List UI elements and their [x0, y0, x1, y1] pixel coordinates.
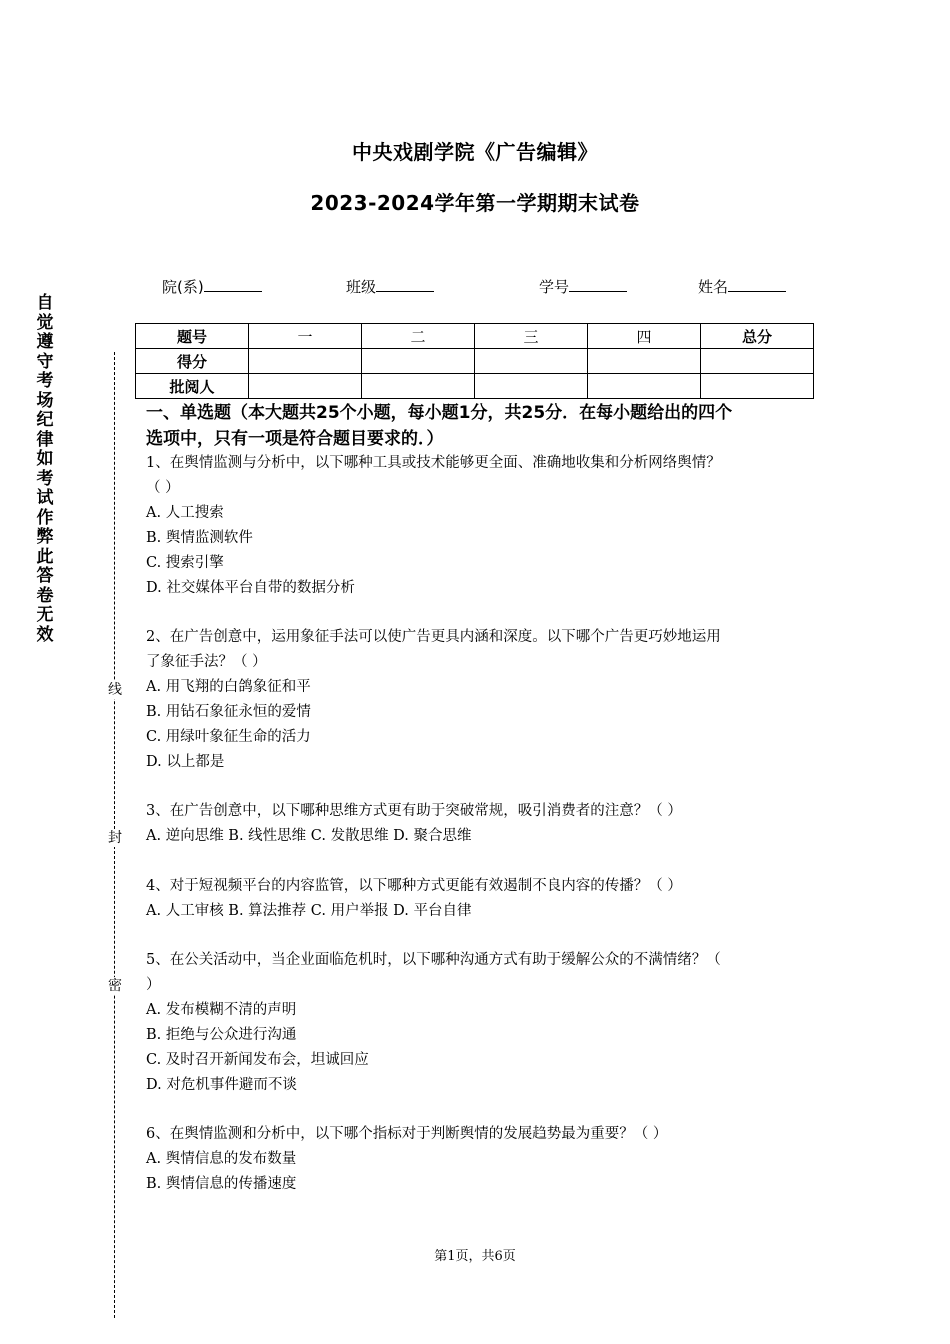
side-warning-char: 试: [36, 488, 54, 508]
question-option: A. 逆向思维 B. 线性思维 C. 发散思维 D. 聚合思维: [146, 828, 472, 844]
question-option: C. 搜索引擎: [146, 555, 224, 571]
question-5: [146, 948, 816, 1098]
score-cell[interactable]: [249, 349, 362, 374]
score-cell[interactable]: [475, 349, 588, 374]
question-stem: 6、在舆情监测和分析中，以下哪个指标对于判断舆情的发展趋势最为重要？（ ）: [146, 1126, 668, 1142]
question-option: D. 对危机事件避而不谈: [146, 1077, 297, 1093]
section-heading: [146, 400, 816, 452]
grader-cell[interactable]: [249, 374, 362, 399]
score-table-header-row: [136, 324, 814, 349]
side-warning-char: 无: [36, 605, 54, 625]
side-warning-char: 遵: [36, 332, 54, 352]
section-heading-line2: 选项中，只有一项是符合题目要求的．）: [146, 429, 444, 449]
department-label: 院(系): [162, 278, 204, 296]
question-option: B. 拒绝与公众进行沟通: [146, 1027, 297, 1043]
question-1: [146, 451, 816, 601]
question-option: B. 用钻石象征永恒的爱情: [146, 704, 311, 720]
score-header-cell: 三: [475, 324, 588, 349]
name-label: 姓名: [698, 278, 729, 296]
question-stem: （ ）: [146, 480, 180, 496]
grader-cell[interactable]: [588, 374, 701, 399]
score-cell[interactable]: [588, 349, 701, 374]
side-warning-char: 律: [36, 429, 54, 450]
side-warning-char: 作: [36, 507, 54, 528]
binding-mark-seal: 封: [108, 830, 122, 846]
side-warning-char: 考: [36, 371, 54, 391]
question-4: [146, 874, 816, 924]
student-id-field: [539, 276, 627, 297]
question-stem: ）: [146, 977, 161, 993]
name-blank: [728, 277, 786, 292]
score-row-label: 得分: [136, 349, 249, 374]
score-cell[interactable]: [701, 349, 814, 374]
question-stem: 2、在广告创意中，运用象征手法可以使广告更具内涵和深度。以下哪个广告更巧妙地运用: [146, 629, 721, 645]
side-warning-char: 弊: [36, 527, 54, 547]
question-stem: 了象征手法？（ ）: [146, 654, 267, 670]
question-option: D. 以上都是: [146, 754, 225, 770]
score-header-cell: 一: [249, 324, 362, 349]
grader-row: [136, 374, 814, 399]
question-option: A. 舆情信息的发布数量: [146, 1151, 297, 1167]
question-option: C. 及时召开新闻发布会，坦诚回应: [146, 1052, 369, 1068]
side-warning-char: 考: [36, 468, 54, 489]
score-header-cell: 总分: [701, 324, 814, 349]
score-header-cell: 题号: [136, 324, 249, 349]
side-warning-char: 场: [36, 390, 54, 411]
side-warning-char: 卷: [36, 585, 54, 606]
class-label: 班级: [346, 278, 377, 296]
score-cell[interactable]: [362, 349, 475, 374]
exam-title-line2: 2023-2024学年第一学期期末试卷: [310, 191, 640, 215]
score-header-cell: 四: [588, 324, 701, 349]
department-field: [162, 276, 262, 297]
page-footer: 第1页，共6页: [434, 1249, 516, 1264]
question-option: A. 用飞翔的白鸽象征和平: [146, 679, 311, 695]
student-id-blank: [569, 277, 627, 292]
question-option: C. 用绿叶象征生命的活力: [146, 729, 311, 745]
question-3: [146, 799, 816, 849]
question-option: A. 人工搜索: [146, 505, 224, 521]
grader-cell[interactable]: [701, 374, 814, 399]
side-warning-char: 此: [36, 546, 54, 567]
question-stem: 3、在广告创意中，以下哪种思维方式更有助于突破常规，吸引消费者的注意？（ ）: [146, 803, 682, 819]
question-stem: 4、对于短视频平台的内容监管，以下哪种方式更能有效遏制不良内容的传播？（ ）: [146, 878, 682, 894]
section-heading-line1: 一、单选题（本大题共25个小题，每小题1分，共25分．在每小题给出的四个: [146, 403, 733, 423]
side-warning-char: 效: [36, 624, 54, 645]
exam-title-line1: 中央戏剧学院《广告编辑》: [352, 140, 598, 164]
question-option: B. 舆情信息的传播速度: [146, 1176, 297, 1192]
score-row: [136, 349, 814, 374]
question-option: A. 发布模糊不清的声明: [146, 1002, 297, 1018]
question-stem: 5、在公关活动中，当企业面临危机时，以下哪种沟通方式有助于缓解公众的不满情绪？（: [146, 952, 721, 968]
grader-row-label: 批阅人: [136, 374, 249, 399]
side-warning-char: 答: [36, 566, 54, 586]
grader-cell[interactable]: [475, 374, 588, 399]
department-blank: [204, 277, 262, 292]
side-warning-char: 觉: [36, 312, 54, 333]
side-warning-char: 纪: [36, 410, 54, 430]
class-blank: [376, 277, 434, 292]
binding-mark-line: 线: [108, 682, 122, 698]
binding-mark-secret: 密: [108, 978, 122, 994]
question-option: B. 舆情监测软件: [146, 530, 253, 546]
question-option: D. 社交媒体平台自带的数据分析: [146, 580, 355, 596]
class-field: [346, 276, 434, 297]
side-warning-char: 守: [36, 351, 54, 372]
question-stem: 1、在舆情监测与分析中，以下哪种工具或技术能够更全面、准确地收集和分析网络舆情？: [146, 455, 721, 471]
score-header-cell: 二: [362, 324, 475, 349]
side-warning-char: 如: [36, 449, 54, 469]
question-2: [146, 625, 816, 775]
name-field: [698, 276, 786, 297]
question-option: A. 人工审核 B. 算法推荐 C. 用户举报 D. 平台自律: [146, 903, 472, 919]
score-table: [135, 323, 814, 399]
student-id-label: 学号: [539, 278, 570, 296]
side-warning-char: 自: [36, 293, 54, 313]
grader-cell[interactable]: [362, 374, 475, 399]
side-warning-text: [34, 294, 56, 645]
question-6: [146, 1122, 816, 1197]
